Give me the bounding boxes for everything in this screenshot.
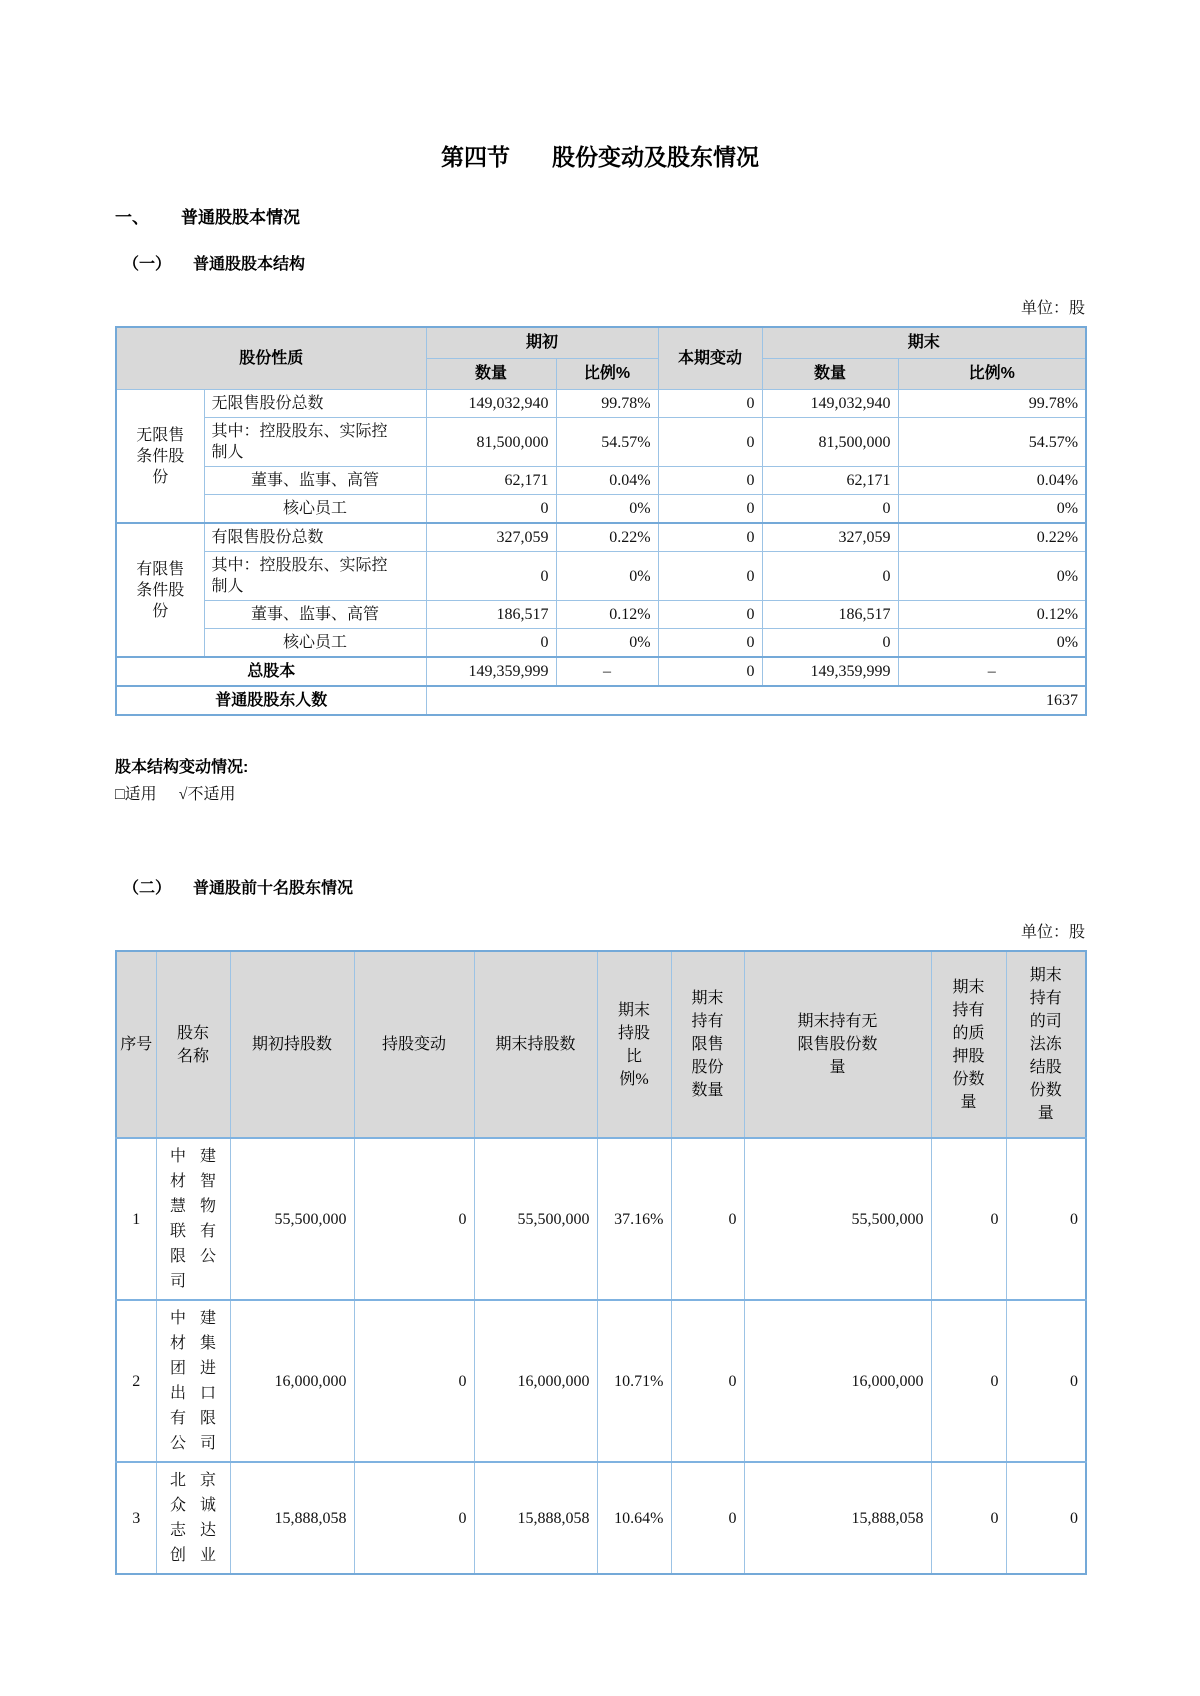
header-begin-qty: 数量 <box>426 359 556 390</box>
header-pledged <box>931 951 1006 1138</box>
cell: 0 <box>671 1462 744 1574</box>
cell: 99.78% <box>556 390 658 418</box>
cell: 0 <box>426 495 556 524</box>
cell: 186,517 <box>762 601 898 629</box>
change-note-options <box>115 783 1085 806</box>
shareholder-name-text: 北京众诚志达创业 <box>170 1472 216 1564</box>
table-header-row <box>116 951 1086 1138</box>
top-shareholders-table <box>115 950 1087 1575</box>
table-row <box>116 601 1086 629</box>
cell: 0 <box>671 1138 744 1300</box>
header-end-ratio: 比例% <box>898 359 1086 390</box>
table-header-row <box>116 327 1086 359</box>
subsection-number: （二） <box>123 880 172 897</box>
cell: 62,171 <box>762 467 898 495</box>
header-text: 期初持股数 <box>251 1036 332 1054</box>
table-row <box>116 495 1086 524</box>
cell: 0 <box>426 629 556 658</box>
header-begin-ratio: 比例% <box>556 359 658 390</box>
cell: – <box>898 657 1086 686</box>
header-text: 持股变动 <box>381 1036 446 1054</box>
row-label: 核心员工 <box>204 495 426 524</box>
row-label: 核心员工 <box>204 629 426 658</box>
cell: 0% <box>898 552 1086 601</box>
cell: 81,500,000 <box>426 418 556 467</box>
cell: 149,359,999 <box>426 657 556 686</box>
cell: 0 <box>354 1300 474 1462</box>
table-row <box>116 523 1086 552</box>
cell: 149,032,940 <box>762 390 898 418</box>
group-label-restricted <box>116 523 204 657</box>
header-share-change <box>354 951 474 1138</box>
total-row <box>116 657 1086 686</box>
cell: 0.22% <box>898 523 1086 552</box>
shareholder-name-text: 中建材智慧物联有限公司 <box>170 1148 216 1290</box>
shareholder-name <box>156 1138 230 1300</box>
header-text: 期末持股比例% <box>617 1001 650 1088</box>
cell: 0 <box>658 523 762 552</box>
subsection-title: 普通股前十名股东情况 <box>193 880 354 897</box>
row-label: 有限售股份总数 <box>204 523 426 552</box>
row-label-text: 其中：控股股东、实际控制人 <box>211 423 388 461</box>
section-number: 一、 <box>115 208 149 227</box>
subsection-heading-2 <box>123 878 1085 900</box>
group-label-unrestricted <box>116 390 204 524</box>
row-label: 董事、监事、高管 <box>204 601 426 629</box>
table-row <box>116 418 1086 467</box>
cell: 0.04% <box>556 467 658 495</box>
header-end-restricted <box>671 951 744 1138</box>
header-end-shares <box>474 951 597 1138</box>
cell: 149,032,940 <box>426 390 556 418</box>
checkbox-applicable: □适用 <box>115 786 157 803</box>
row-label <box>204 552 426 601</box>
cell: 327,059 <box>426 523 556 552</box>
cell: 54.57% <box>556 418 658 467</box>
cell: 0 <box>671 1300 744 1462</box>
header-text: 期末持有的质押股份数量 <box>952 978 985 1111</box>
change-note-title: 股本结构变动情况: <box>115 759 249 776</box>
header-period-end: 期末 <box>762 327 1086 359</box>
cell: 0 <box>354 1138 474 1300</box>
cell: 54.57% <box>898 418 1086 467</box>
group-label-text: 无限售条件股份 <box>136 426 185 486</box>
header-end-unrestricted <box>744 951 931 1138</box>
header-end-ratio <box>597 951 671 1138</box>
cell: 2 <box>116 1300 156 1462</box>
cell: 0 <box>762 495 898 524</box>
cell: 0 <box>658 601 762 629</box>
header-begin-shares <box>230 951 354 1138</box>
cell: 327,059 <box>762 523 898 552</box>
cell: 37.16% <box>597 1138 671 1300</box>
cell: 1 <box>116 1138 156 1300</box>
table-row <box>116 629 1086 658</box>
cell: 81,500,000 <box>762 418 898 467</box>
cell: 16,000,000 <box>474 1300 597 1462</box>
cell: 10.71% <box>597 1300 671 1462</box>
cell: 0 <box>658 390 762 418</box>
cell: 0.22% <box>556 523 658 552</box>
cell: 3 <box>116 1462 156 1574</box>
table-row <box>116 467 1086 495</box>
cell: 0.04% <box>898 467 1086 495</box>
cell: 0 <box>658 418 762 467</box>
header-text: 期末持有限售股份数量 <box>691 990 724 1099</box>
header-end-qty: 数量 <box>762 359 898 390</box>
cell: 0 <box>658 467 762 495</box>
cell: 0 <box>658 495 762 524</box>
chapter-number: 第四节 <box>441 144 510 170</box>
header-text: 股东名称 <box>176 1024 209 1065</box>
cell: 55,500,000 <box>744 1138 931 1300</box>
cell: 0.12% <box>898 601 1086 629</box>
cell: 0 <box>426 552 556 601</box>
cell: 0 <box>658 629 762 658</box>
cell: – <box>556 657 658 686</box>
page-title <box>115 142 1085 172</box>
holders-count-value: 1637 <box>426 686 1086 715</box>
subsection-heading-1 <box>123 254 1085 276</box>
section-heading <box>115 206 1085 230</box>
cell: 0 <box>354 1462 474 1574</box>
row-label <box>204 418 426 467</box>
row-label-text: 其中：控股股东、实际控制人 <box>211 557 388 595</box>
header-shareholder-name <box>156 951 230 1138</box>
share-structure-table <box>115 326 1087 716</box>
table-row <box>116 552 1086 601</box>
cell: 0% <box>898 495 1086 524</box>
cell: 0 <box>931 1300 1006 1462</box>
header-share-nature: 股份性质 <box>116 327 426 390</box>
header-frozen <box>1006 951 1086 1138</box>
header-period-begin: 期初 <box>426 327 658 359</box>
cell: 0 <box>931 1462 1006 1574</box>
header-text: 序号 <box>120 1036 153 1054</box>
checkbox-not-applicable: √不适用 <box>178 786 236 803</box>
holders-count-row <box>116 686 1086 715</box>
holders-count-label: 普通股股东人数 <box>116 686 426 715</box>
cell: 62,171 <box>426 467 556 495</box>
unit-label: 单位：股 <box>1020 924 1085 941</box>
cell: 55,500,000 <box>474 1138 597 1300</box>
cell: 0 <box>762 629 898 658</box>
cell: 0% <box>556 629 658 658</box>
shareholder-row <box>116 1300 1086 1462</box>
subsection-number: （一） <box>123 256 172 273</box>
row-label: 无限售股份总数 <box>204 390 426 418</box>
cell: 0 <box>1006 1462 1086 1574</box>
cell: 0 <box>931 1138 1006 1300</box>
cell: 16,000,000 <box>230 1300 354 1462</box>
subsection-title: 普通股股本结构 <box>193 256 306 273</box>
header-index <box>116 951 156 1138</box>
shareholder-name <box>156 1462 230 1574</box>
chapter-title: 股份变动及股东情况 <box>552 144 759 170</box>
header-text: 期末持有的司法冻结股份数量 <box>1029 967 1062 1122</box>
cell: 0 <box>658 657 762 686</box>
cell: 0.12% <box>556 601 658 629</box>
row-label: 董事、监事、高管 <box>204 467 426 495</box>
cell: 15,888,058 <box>230 1462 354 1574</box>
cell: 15,888,058 <box>474 1462 597 1574</box>
cell: 16,000,000 <box>744 1300 931 1462</box>
cell: 0 <box>1006 1300 1086 1462</box>
cell: 0 <box>658 552 762 601</box>
unit-label: 单位：股 <box>1020 300 1085 317</box>
cell: 99.78% <box>898 390 1086 418</box>
cell: 0% <box>898 629 1086 658</box>
shareholder-name <box>156 1300 230 1462</box>
table-row <box>116 390 1086 418</box>
shareholder-name-text: 中建材集团进出口有限公司 <box>170 1310 216 1452</box>
shareholder-row <box>116 1462 1086 1574</box>
header-text: 期末持股数 <box>495 1036 576 1054</box>
cell: 10.64% <box>597 1462 671 1574</box>
cell: 0% <box>556 552 658 601</box>
cell: 149,359,999 <box>762 657 898 686</box>
cell: 15,888,058 <box>744 1462 931 1574</box>
section-title: 普通股股本情况 <box>181 208 300 227</box>
cell: 55,500,000 <box>230 1138 354 1300</box>
cell: 0% <box>556 495 658 524</box>
shareholder-row <box>116 1138 1086 1300</box>
total-label: 总股本 <box>116 657 426 686</box>
header-period-change: 本期变动 <box>658 327 762 390</box>
cell: 186,517 <box>426 601 556 629</box>
cell: 0 <box>762 552 898 601</box>
group-label-text: 有限售条件股份 <box>136 560 185 620</box>
header-text: 期末持有无限售股份数量 <box>797 1013 878 1076</box>
cell: 0 <box>1006 1138 1086 1300</box>
